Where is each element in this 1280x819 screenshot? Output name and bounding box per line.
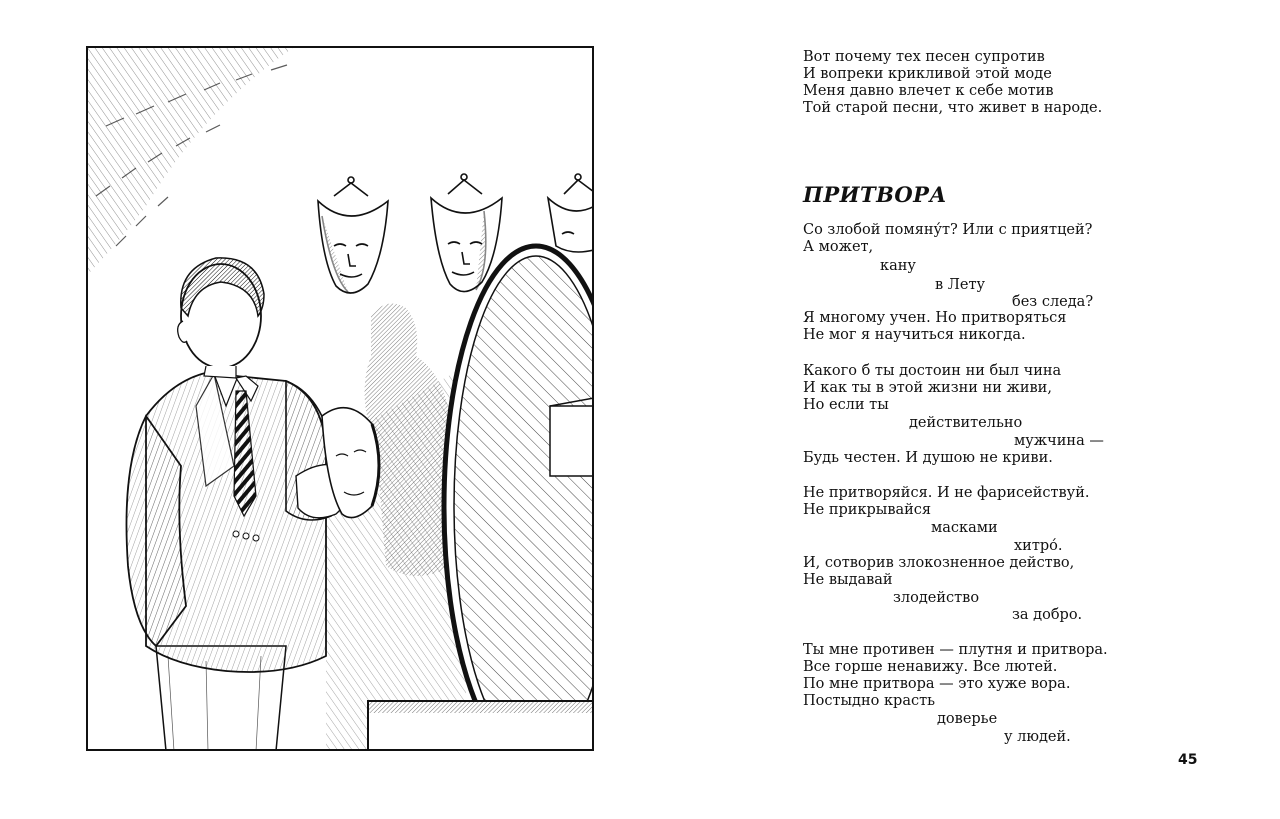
poem-line: доверье	[937, 711, 998, 727]
intro-line-3: Меня давно влечет к себе мотив	[803, 83, 1054, 99]
poem-line: А может,	[803, 239, 874, 255]
poem-line: кану	[880, 258, 916, 274]
poem-line: Постыдно красть	[803, 693, 936, 709]
page-number: 45	[1178, 752, 1198, 768]
poem-line: масками	[931, 520, 998, 536]
illustration-man-with-masks	[86, 46, 594, 751]
poem-line: действительно	[909, 415, 1023, 431]
poem-line: злодейство	[893, 590, 980, 606]
poem-line: По мне притвора — это хуже вора.	[803, 676, 1071, 692]
poem-title: ПРИТВОРА	[803, 182, 948, 207]
poem-line: Какого б ты достоин ни был чина	[803, 363, 1062, 379]
poem-line: Со злобой помяну́т? Или с приятцей?	[803, 222, 1093, 238]
poem-line: И как ты в этой жизни ни живи,	[803, 380, 1052, 396]
poem-line: Все горше ненавижу. Все лютей.	[803, 659, 1058, 675]
poem-line: Не прикрывайся	[803, 502, 932, 518]
poem-line: за добро.	[1012, 607, 1083, 623]
intro-line-2: И вопреки крикливой этой моде	[803, 66, 1052, 82]
intro-line-1: Вот почему тех песен супротив	[803, 49, 1045, 65]
poem-line: без следа?	[1012, 294, 1094, 310]
poem-line: в Лету	[935, 277, 986, 293]
poem-line: Я многому учен. Но притворяться	[803, 310, 1067, 326]
poem-line: у людей.	[1004, 729, 1071, 745]
poem-line: мужчина —	[1014, 433, 1104, 449]
poem-line: Ты мне противен — плутня и притвора.	[803, 642, 1108, 658]
poem-line: Не мог я научиться никогда.	[803, 327, 1026, 343]
poem-line: хитро́.	[1014, 538, 1063, 554]
poem-line: Не притворяйся. И не фарисействуй.	[803, 485, 1090, 501]
poem-line: Будь честен. И душою не криви.	[803, 450, 1053, 466]
poem-line: Но если ты	[803, 397, 889, 413]
poem-line: И, сотворив злокозненное действо,	[803, 555, 1075, 571]
poem-line: Не выдавай	[803, 572, 893, 588]
illustration-svg	[86, 46, 594, 751]
intro-line-4: Той старой песни, что живет в народе.	[803, 100, 1103, 116]
